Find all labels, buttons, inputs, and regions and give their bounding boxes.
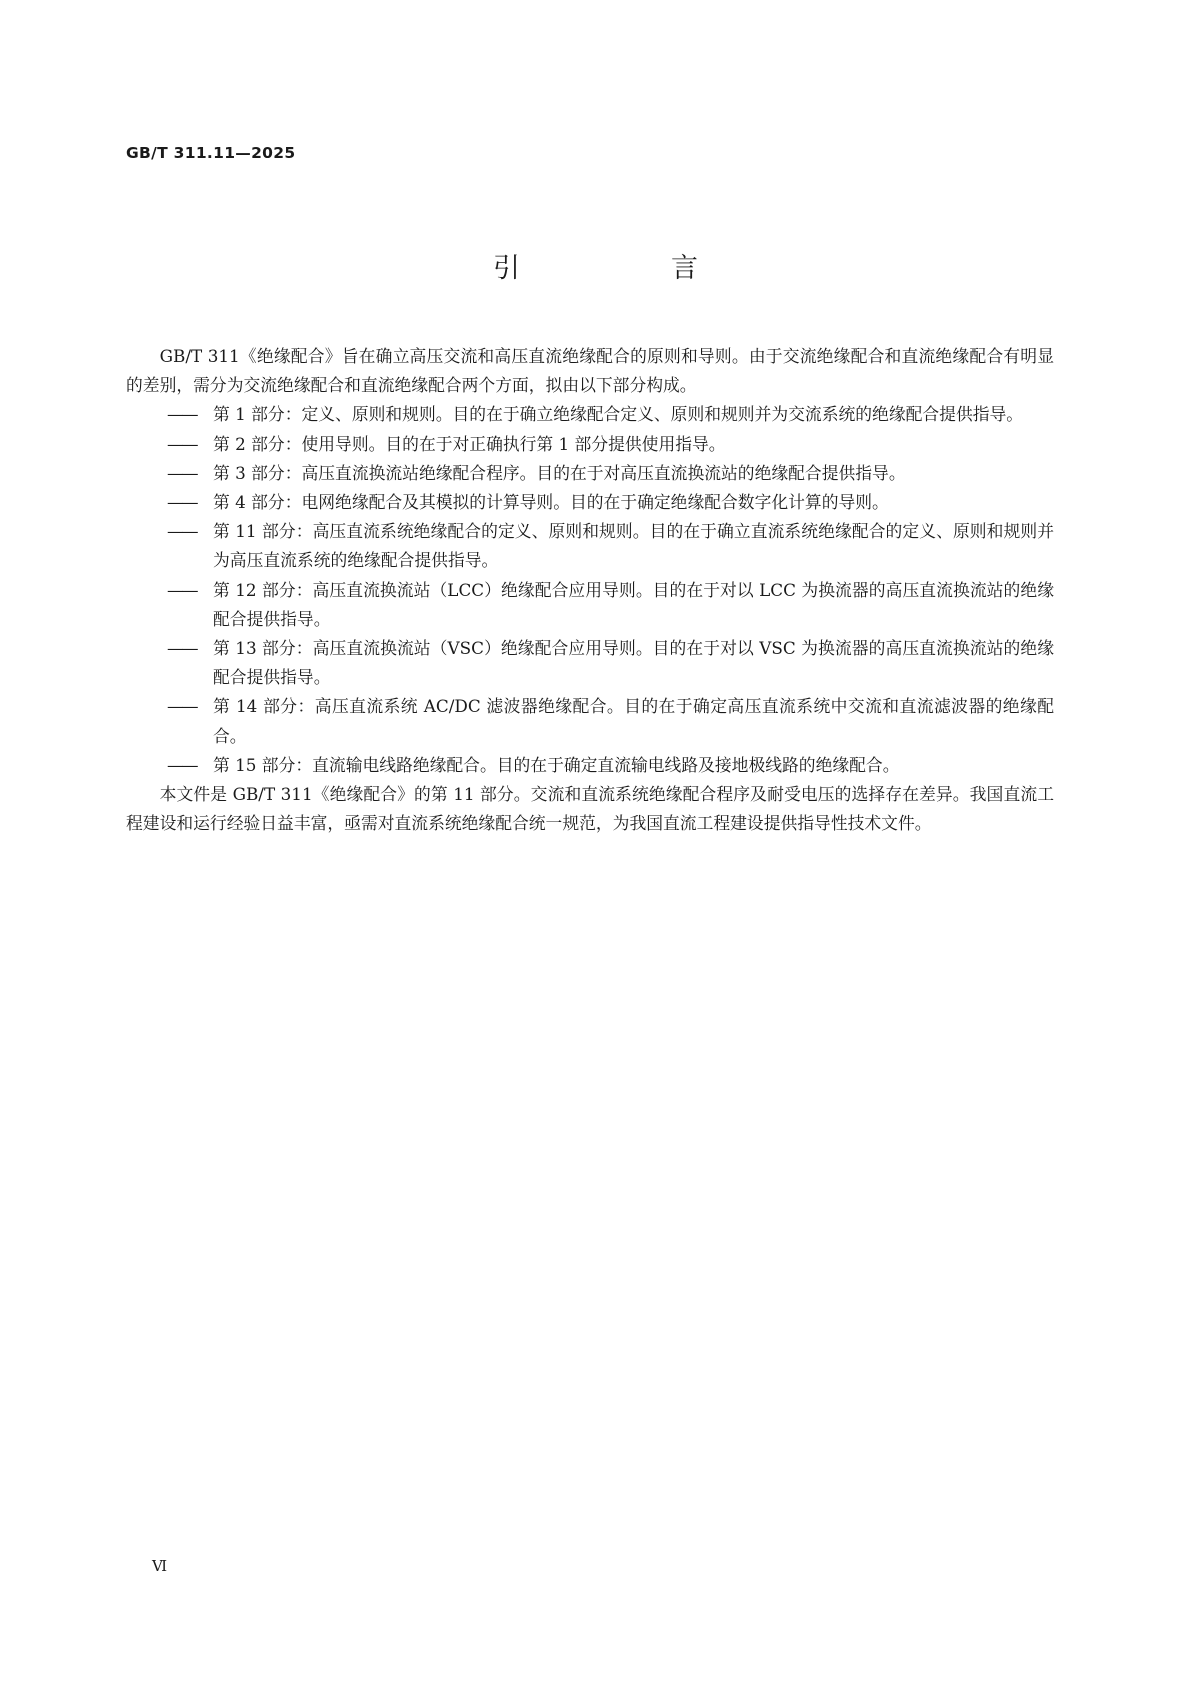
list-item (167, 400, 1054, 429)
list-item-text: 第 1 部分：定义、原则和规则。目的在于确立绝缘配合定义、原则和规则并为交流系统的绝缘配合提供指导。 (213, 404, 1024, 425)
page-number: Ⅵ (152, 1557, 168, 1575)
list-item-text: 第 15 部分：直流输电线路绝缘配合。目的在于确定直流输电线路及接地极线路的绝缘配合。 (213, 754, 900, 775)
intro-paragraph: GB/T 311《绝缘配合》旨在确立高压交流和高压直流绝缘配合的原则和导则。由于交流绝缘配合和直流绝缘配合有明显的差别，需分为交流绝缘配合和直流绝缘配合两个方面，拟由以下部分构成。 (126, 346, 1054, 396)
introduction-body (126, 342, 1054, 838)
list-item-text: 第 12 部分：高压直流换流站（LCC）绝缘配合应用导则。目的在于对以 LCC 为换流器的高压直流换流站的绝缘配合提供指导。 (213, 579, 1054, 629)
list-item (167, 692, 1054, 750)
list-dash: —— (167, 521, 197, 542)
list-item (167, 576, 1054, 634)
list-dash: —— (167, 492, 197, 513)
list-dash: —— (167, 404, 197, 425)
list-item (167, 751, 1054, 780)
list-dash: —— (167, 579, 197, 600)
list-item-text: 第 13 部分：高压直流换流站（VSC）绝缘配合应用导则。目的在于对以 VSC 为换流器的高压直流换流站的绝缘配合提供指导。 (213, 638, 1054, 688)
standard-code: GB/T 311.11—2025 (126, 144, 296, 162)
list-dash: —— (167, 433, 197, 454)
list-item-text: 第 4 部分：电网绝缘配合及其模拟的计算导则。目的在于确定绝缘配合数字化计算的导则。 (213, 492, 889, 513)
list-item (167, 517, 1054, 575)
list-item (167, 459, 1054, 488)
list-item-text: 第 3 部分：高压直流换流站绝缘配合程序。目的在于对高压直流换流站的绝缘配合提供指导。 (213, 462, 906, 483)
page-title: 引 言 (493, 253, 760, 284)
list-dash: —— (167, 462, 197, 483)
parts-list (126, 400, 1054, 780)
intro-paragraph: 本文件是 GB/T 311《绝缘配合》的第 11 部分。交流和直流系统绝缘配合程序及耐受电压的选择存在差异。我国直流工程建设和运行经验日益丰富，亟需对直流系统绝缘配合统一规范，为我国直流工程建设提供指导性技术文件。 (126, 784, 1054, 834)
list-dash: —— (167, 638, 197, 659)
list-item-text: 第 2 部分：使用导则。目的在于对正确执行第 1 部分提供使用指导。 (213, 433, 726, 454)
list-dash: —— (167, 754, 197, 775)
list-item-text: 第 14 部分：高压直流系统 AC/DC 滤波器绝缘配合。目的在于确定高压直流系统中交流和直流滤波器的绝缘配合。 (213, 696, 1054, 746)
list-item (167, 430, 1054, 459)
list-item (167, 634, 1054, 692)
list-item-text: 第 11 部分：高压直流系统绝缘配合的定义、原则和规则。目的在于确立直流系统绝缘配合的定义、原则和规则并为高压直流系统的绝缘配合提供指导。 (213, 521, 1054, 571)
list-dash: —— (167, 696, 197, 717)
list-item (167, 488, 1054, 517)
